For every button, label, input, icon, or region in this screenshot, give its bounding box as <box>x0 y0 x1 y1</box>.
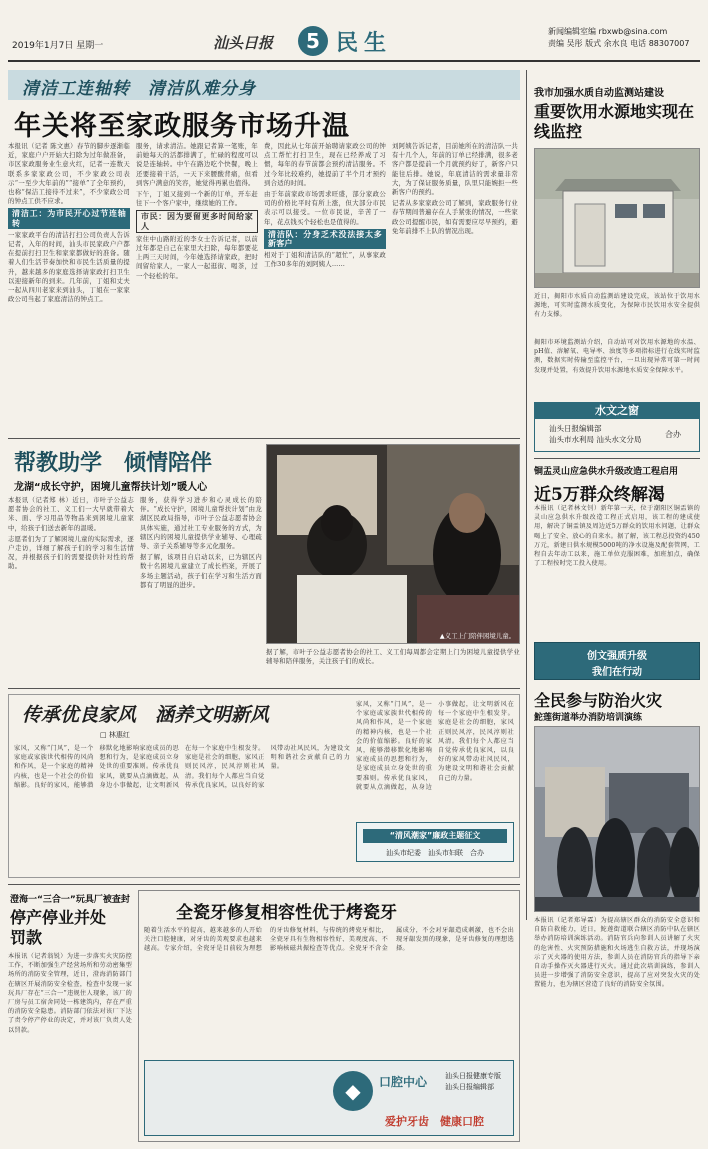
feature-photo-credit: ▲义工上门陪伴困境儿童。 <box>439 632 515 640</box>
feature-column-2 <box>140 496 262 682</box>
lead-col4-text: 刘阿姨告诉记者，目前她所在的清洁队一共有十几个人，年前的订单已经排满，很多老客户都是提前一个月就预约好了，新客户只能往后排。她说，年底清洁的需求量非常大，为了保证服务质量，队里只能婉拒一些新客户的预约。 <box>392 142 518 197</box>
lead-column-1 <box>8 142 130 434</box>
lead-col3-text: 费，因此从七年前开始聘请家政公司的钟点工帮忙打扫卫生，现在已经养成了习惯，每年的春节前都会预约清洁服务。不过今年比较难约，她提前了半个月才预约到合适的时间。 <box>264 142 386 187</box>
lead-column-2 <box>136 142 258 434</box>
feature-col2b-text: 据了解，该项目自启动以来，已为辖区内数十名困境儿童建立了成长档案，开展了多场主题活动，孩子们在学习和生活方面都有了明显的进步。 <box>140 553 262 589</box>
family-box-title: “清风潮家”廉政主题征文 <box>363 829 507 843</box>
divider <box>8 884 520 885</box>
masthead <box>8 22 700 62</box>
family-headline: 传承优良家风 涵养文明新风 <box>22 704 270 726</box>
lead-banner <box>8 70 520 100</box>
divider <box>534 458 700 459</box>
family-body-continued <box>356 700 514 818</box>
paper-logo: 汕头日报 <box>213 34 274 52</box>
feature-column-1 <box>8 496 134 682</box>
porcelain-body: 随着生活水平的提高，越来越多的人开始关注口腔健康，对牙齿的美观要求也越来越高。专家介绍，全瓷牙是目前较为理想的牙齿修复材料，与传统的烤瓷牙相比，全瓷牙具有生物相容性好、美观度高、不影响核磁共振检查等优点。全瓷牙不含金属成分，不会对牙龈造成刺激，也不会出现牙龈发黑的现象，是牙齿修复的理想选择。 <box>144 927 514 953</box>
fire-body: 本报讯（记者郑导霖）为提高辖区群众的消防安全意识和自防自救能力，近日，鮀莲街道联合辖区消防中队在辖区举办消防培训演练活动。消防官兵向参训人员讲解了火灾的危害性、火灾预防措施和火场逃生自救方法，并现场演示了灭火器的使用方法，参训人员在消防官兵的指导下亲自动手操作灭火器进行灭火。通过此次培训演练，参训人员进一步增强了消防安全意识，提高了应对突发火灾的处置能力，也为辖区营造了良好的消防安全氛围。 <box>534 917 700 989</box>
fire-photo <box>534 726 700 912</box>
issue-date: 2019年1月7日 星期一 <box>12 41 104 51</box>
water-station-image <box>535 149 700 288</box>
family-body-continued-text: 家风，又称“门风”，是一个家庭或家族世代相传的风尚和作风，是一个家庭的精神内核，也是一个社会的价值缩影。良好的家风，能够潜移默化地影响家庭成员的思想和行为，是家庭成员立身处世的重要准则。传承优良家风，就要从点滴做起，从身边小事做起，让文明新风在每一个家庭中生根发芽。家庭是社会的细胞，家风正则民风淳，民风淳则社风清。我们每个人都应当自觉传承优良家风，以良好的家风带动社风民风，为建设文明和谐社会贡献自己的力量。 <box>356 701 514 791</box>
supply-body: 本报讯（记者林文钊）新年第一天，位于潮阳区铜盂镇的灵山应急供水升级改造工程正式启用，该工程的建成使用，解决了铜盂镇及周边近5万群众的饮用水问题，让群众喝上了安全、放心的自来水。据了解，该工程总投资约450万元，新建日供水规模5000吨的净水设施及配套管网，工程自去年动工以来，施工单位克服困难，加班加点，确保了工程按时完工投入使用。 <box>534 505 700 568</box>
page-number: 5 <box>298 26 328 56</box>
section-title: 民生 <box>336 31 393 56</box>
toys-body: 本报讯（记者翁锐）为进一步落实火灾防控工作，不断加强生产经营场所和劳动密集型场所的消防安全管理，近日，澄海消防部门在辖区开展消防安全检查，检查中发现一家玩具厂存在“三合一”违规住人现象，该厂的厂房与员工宿舍同处一栋建筑内，存在严重的消防安全隐患。消防部门依法对该厂下达了责令停产停业的决定，并对该厂负责人处以罚款。 <box>8 953 132 1034</box>
feature-photo <box>266 444 520 644</box>
editor-info <box>548 26 689 50</box>
water-station-photo <box>534 148 700 288</box>
water-caption: 近日，揭阳市水质自动监测站建设完成，该站位于饮用水源地，可实时监测水质变化，为保障市民饮用水安全提供有力支撑。 <box>534 293 700 319</box>
divider <box>8 438 520 439</box>
fire-photo-image <box>535 727 700 912</box>
lead-column-4 <box>392 142 518 434</box>
porcelain-headline: 全瓷牙修复相容性优于烤瓷牙 <box>176 903 397 923</box>
lead-col2-text: 服务，请求清洁。她跟记者算一笔账，年前她每天的活都排满了，忙碌的程度可以说是连轴转。中午在路边吃个快餐，晚上还要接着干活，一天下来腰酸背痛，但看到客户满意的笑容，她觉得再累也值得。 <box>136 142 258 187</box>
civilization-banner-line-2: 我们在行动 <box>592 667 642 678</box>
lead-col2b-text: 下午，丁姐又接到一个新的订单，开车赶往下一个客户家中，继续她的工作。 <box>136 190 258 208</box>
water-box-title: 水文之窗 <box>535 403 699 419</box>
feature-photo-image <box>267 445 520 644</box>
feature-col1b-text: 志愿者们为了了解困境儿童的实际需求，逐户走访，详细了解孩子们的学习和生活情况，并根据孩子们的需要提供针对性的帮助。 <box>8 534 134 571</box>
lead-col4b-text: 记者从多家家政公司了解到，家政服务行业春节期间普遍存在人手紧张的情况，一些家政公司提醒市民，如有需要应尽早预约，避免年前排不上队的情况出现。 <box>392 199 518 235</box>
tooth-icon: ◆ <box>333 1071 373 1111</box>
water-body: 揭阳市环境监测站介绍，自动站可对饮用水源地的水温、pH值、溶解氧、电导率、浊度等多项指标进行在线实时监测，数据实时传输至监控平台，一旦出现异常可第一时间发现并处置，有效提升饮用水源地水质安全保障水平。 <box>534 339 700 374</box>
feature-col1-text: 本报讯（记者郑 林）近日，市叶子公益志愿者协会的社工、义工们一大早就带着大米、面、学习用品等物品来到困境儿童家中，给孩子们送去新年的温暖。 <box>8 496 134 532</box>
civilization-banner-line-1: 创文强质升级 <box>587 651 647 662</box>
feature-subhead: 龙湖“成长守护，困境儿童帮扶计划”暖人心 <box>14 482 208 493</box>
dental-ad <box>144 1060 514 1136</box>
water-box-line-2: 汕头市水利局 汕头水文分局 <box>549 435 642 444</box>
dental-ad-line-2: 汕头日报编辑部 <box>445 1083 494 1091</box>
water-box-line-1: 汕头日报编辑部 <box>549 424 602 433</box>
family-byline: □ 林惠红 <box>100 731 130 739</box>
feature-col2-text: 服务，获得学习进步和心灵成长的陪伴。“成长守护，困境儿童帮扶计划”由龙湖区民政局指导，市叶子公益志愿者协会具体实施，通过社工专业服务的方式，为辖区内的困境儿童提供学业辅导、心理疏导、亲子关系辅导等多元化服务。 <box>140 496 262 551</box>
water-box <box>534 402 700 452</box>
lead-headline: 年关将至家政服务市场升温 <box>14 111 350 142</box>
water-headline: 重要饮用水源地实现在线监控 <box>534 102 695 141</box>
fire-headline: 全民参与防治火灾 <box>534 691 663 710</box>
lead-col3b-text: 由于年前家政市场需求旺盛，部分家政公司的价格比平时有所上涨，但大部分市民表示可以接受。一位市民说，辛苦了一年，花点钱买个轻松也是值得的。 <box>264 190 386 226</box>
civilization-banner <box>534 642 700 680</box>
column-divider <box>526 70 527 920</box>
water-box-sponsors <box>549 423 641 445</box>
toys-kicker: 澄海一“三合一”玩具厂被查封 <box>10 895 130 905</box>
divider <box>8 688 520 689</box>
lead-kicker: 清洁工连轴转 清洁队难分身 <box>22 79 256 99</box>
lead-subhead-3: 清洁队：分身乏术没法接太多新客户 <box>264 229 386 249</box>
supply-kicker: 铜盂灵山应急供水升级改造工程启用 <box>534 467 679 477</box>
dental-ad-name: 口腔中心 <box>379 1075 428 1089</box>
dental-ad-sponsors <box>445 1071 501 1093</box>
lead-column-3 <box>264 142 386 434</box>
dental-ad-slogan: 爱护牙齿 健康口腔 <box>385 1115 484 1128</box>
family-body: 家风，又称“门风”，是一个家庭或家族世代相传的风尚和作风，是一个家庭的精神内核，也是一个社会的价值缩影。良好的家风，能够潜移默化地影响家庭成员的思想和行为，是家庭成员立身处世的重要准则。传承优良家风，就要从点滴做起，从身边小事做起，让文明新风在每一个家庭中生根发芽。家庭是社会的细胞，家风正则民风淳，民风淳则社风清。我们每个人都应当自觉传承优良家风，以良好的家风带动社风民风，为建设文明和谐社会贡献自己的力量。 <box>14 745 350 789</box>
lead-col2c-text: 家住中山路附近的李女士告诉记者，以前过年都是自己在家里大扫除，每年都要花上两三天时间，今年她选择请家政，把时间留给家人，一家人一起逛街、喝茶，过一个轻松的年。 <box>136 234 258 280</box>
editor-line-1: 新闻编辑室编 rbxwb@sina.com <box>548 27 668 36</box>
editor-line-2: 责编 吴彤 版式 余水良 电话 88307007 <box>548 39 690 48</box>
supply-headline: 近5万群众终解渴 <box>534 485 665 505</box>
lead-col3c-text: 相对于丁姐和清洁队的“超忙”，从事家政工作30多年的刘阿姨人…… <box>264 251 386 269</box>
toys-headline: 停产停业并处罚款 <box>10 908 107 947</box>
feature-headline: 帮教助学 倾情陪伴 <box>14 450 213 476</box>
lead-subhead-2: 市民：因为要留更多时间给家人 <box>136 210 258 232</box>
feature-caption: 据了解，市叶子公益志愿者协会的社工、义工们每周都会定期上门为困境儿童提供学业辅导和陪伴服务，关注孩子们的成长。 <box>266 648 520 666</box>
lead-col1b-text: 一家家政平台的清洁打扫公司负责人告诉记者，入年的时间，汕头市民家政户户都在提前打扫卫生和家家都做好的准备。随着人们生活节奏加快和市民生活质量的提升，越来越多的家庭选择请家政打扫卫生以迎接新年的到来。几年前，丁姐和丈夫一起从四川老家来到汕头，丁姐在一家家政公司当起了家庭清洁的钟点工。 <box>8 230 130 304</box>
family-box <box>356 822 514 862</box>
fire-subhead: 鮀莲街道举办消防培训演练 <box>534 713 643 723</box>
lead-subhead-1: 清洁工：为市民开心过节连轴转 <box>8 208 130 228</box>
dental-ad-line-1: 汕头日报健康专版 <box>445 1072 501 1080</box>
water-box-joint: 合办 <box>665 430 681 439</box>
lead-col1-text: 本报讯（记者 陈文惠）春节的脚步逐渐临近，家庭户户开始大扫除为过年做准备，市区家政服务业生意火红，记者一连数天联系多家家政公司，不少家政公司表示“一至少大年前的”“接单”了全年预约，也称“保洁工接待不过来”，不少家政公司的钟点工供不应求。 <box>8 142 130 206</box>
water-kicker: 我市加强水质自动监测站建设 <box>534 88 664 99</box>
family-box-sponsor: 汕头市纪委 汕头市妇联 合办 <box>386 849 484 857</box>
